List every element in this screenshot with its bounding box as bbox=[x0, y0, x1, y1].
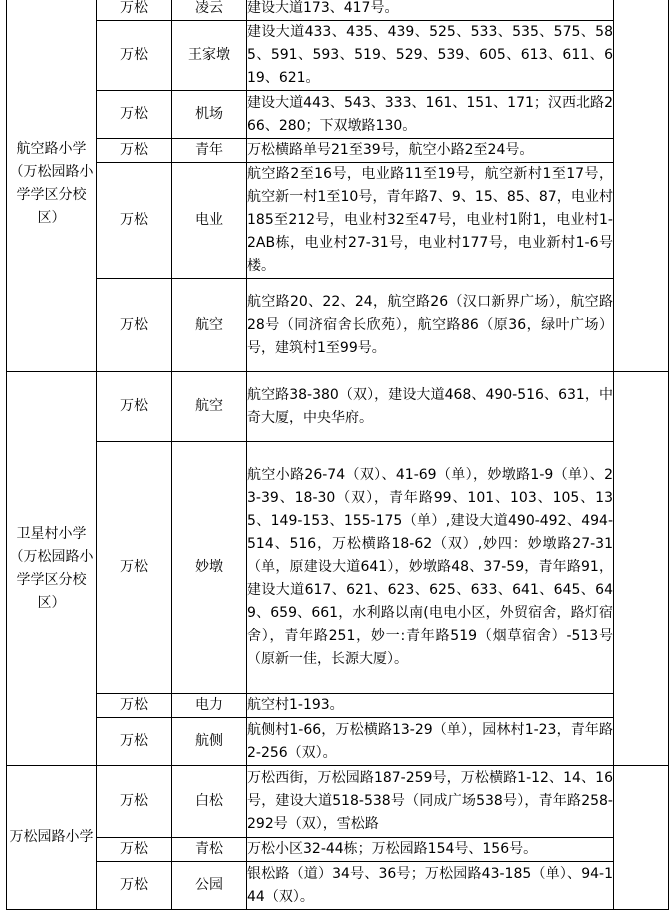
address-cell: 建设大道443、543、333、161、151、171；汉西北路266、280；下双墩路130。 bbox=[247, 91, 614, 139]
address-cell: 建设大道173、417号。 bbox=[247, 0, 614, 21]
street-cell: 万松 bbox=[97, 442, 172, 694]
community-cell: 青年 bbox=[172, 139, 247, 163]
address-cell: 万松横路单号21至39号，航空小路2至24号。 bbox=[247, 139, 614, 163]
community-cell: 机场 bbox=[172, 91, 247, 139]
school-name-cell: 卫星村小学（万松园路小学学区分校区） bbox=[7, 372, 97, 766]
blank-cell bbox=[614, 0, 669, 372]
address-cell: 航空路2至16号，电业路11至19号，航空新村1至17号，航空新一村1至10号，青年路7、9、15、85、87，电业村185至212号，电业村32至47号，电业村1附1，电业村1-2AB栋，电业村27-31号，电业村177号，电业新村1-6号楼。 bbox=[247, 163, 614, 279]
street-cell: 万松 bbox=[97, 694, 172, 718]
school-district-table bbox=[6, 0, 669, 910]
community-cell: 航空 bbox=[172, 372, 247, 442]
table-row bbox=[7, 766, 669, 838]
street-cell: 万松 bbox=[97, 163, 172, 279]
table-row bbox=[7, 718, 669, 766]
table-row bbox=[7, 442, 669, 694]
street-cell: 万松 bbox=[97, 21, 172, 91]
table-row bbox=[7, 163, 669, 279]
table-row bbox=[7, 21, 669, 91]
blank-cell bbox=[614, 766, 669, 910]
address-cell: 航空村1-193。 bbox=[247, 694, 614, 718]
table-row bbox=[7, 0, 669, 21]
street-cell: 万松 bbox=[97, 91, 172, 139]
table-row bbox=[7, 279, 669, 372]
community-cell: 电业 bbox=[172, 163, 247, 279]
table-row bbox=[7, 91, 669, 139]
street-cell: 万松 bbox=[97, 279, 172, 372]
community-cell: 白松 bbox=[172, 766, 247, 838]
street-cell: 万松 bbox=[97, 718, 172, 766]
street-cell: 万松 bbox=[97, 862, 172, 910]
table-row bbox=[7, 838, 669, 862]
community-cell: 航侧 bbox=[172, 718, 247, 766]
community-cell: 妙墩 bbox=[172, 442, 247, 694]
table-row bbox=[7, 862, 669, 910]
address-cell: 航空路38-380（双），建设大道468、490-516、631，中奇大厦，中央华府。 bbox=[247, 372, 614, 442]
community-cell: 公园 bbox=[172, 862, 247, 910]
community-cell: 王家墩 bbox=[172, 21, 247, 91]
community-cell: 青松 bbox=[172, 838, 247, 862]
community-cell: 凌云 bbox=[172, 0, 247, 21]
school-name-cell: 万松园路小学 bbox=[7, 766, 97, 910]
street-cell: 万松 bbox=[97, 139, 172, 163]
table-row bbox=[7, 139, 669, 163]
community-cell: 航空 bbox=[172, 279, 247, 372]
table-row bbox=[7, 372, 669, 442]
address-cell: 航空小路26-74（双）、41-69（单），妙墩路1-9（单）、23-39、18-30（双），青年路99、101、103、105、135、149-153、155-175（单）,建设大道490-492、494-514、516，万松横路18-62（双）,妙四：妙墩路27-31（单，原建设大道641），妙墩路48、37-59，青年路91，建设大道617、621、623、625、633、641、645、649、659、661，水利路以南(电电小区，外贸宿舍，路灯宿舍），青年路251，妙一:青年路519（烟草宿舍）-513号（原新一佳，长源大厦）。 bbox=[247, 442, 614, 694]
street-cell: 万松 bbox=[97, 0, 172, 21]
address-cell: 建设大道433、435、439、525、533、535、575、585、591、593、519、529、539、605、613、611、619、621。 bbox=[247, 21, 614, 91]
address-cell: 航空路20、22、24，航空路26（汉口新界广场），航空路28号（同济宿舍长欣苑），航空路86（原36，绿叶广场）号，建筑村1至99号。 bbox=[247, 279, 614, 372]
address-cell: 万松小区32-44栋；万松园路154号、156号。 bbox=[247, 838, 614, 862]
street-cell: 万松 bbox=[97, 372, 172, 442]
blank-cell bbox=[614, 372, 669, 766]
street-cell: 万松 bbox=[97, 766, 172, 838]
table-row bbox=[7, 694, 669, 718]
address-cell: 银松路（道）34号、36号；万松园路43-185（单）、94-144（双）。 bbox=[247, 862, 614, 910]
address-cell: 万松西街，万松园路187-259号，万松横路1-12、14、16号，建设大道518-538号（同成广场538号），青年路258-292号（双），雪松路 bbox=[247, 766, 614, 838]
school-name-cell: 航空路小学（万松园路小学学区分校区） bbox=[7, 0, 97, 372]
street-cell: 万松 bbox=[97, 838, 172, 862]
address-cell: 航侧村1-66，万松横路13-29（单），园林村1-23，青年路2-256（双）。 bbox=[247, 718, 614, 766]
community-cell: 电力 bbox=[172, 694, 247, 718]
